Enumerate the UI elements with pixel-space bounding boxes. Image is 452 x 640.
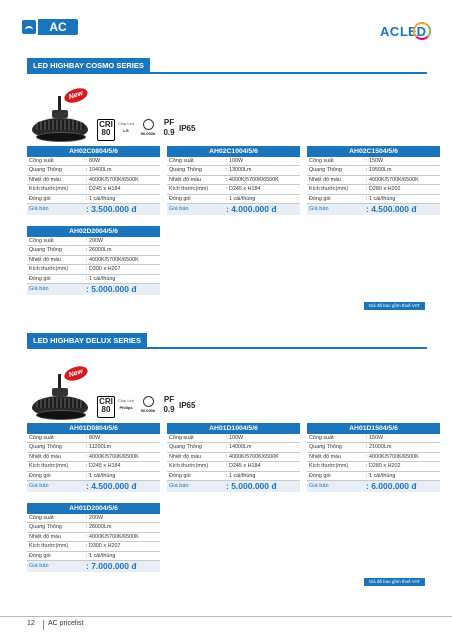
pack-row: Đóng gói : 1 cái/thùng — [27, 472, 160, 481]
power-row: Công suất : 200W — [27, 237, 160, 246]
size-row: Kích thước(mm) : D245 x H184 — [27, 185, 160, 194]
cct-row: Nhiệt độ màu : 4000K/5700K/6500K — [167, 176, 300, 185]
price-row: Giá bán : 3.500.000 đ — [27, 204, 160, 215]
product-code: AH02D2004/5/6 — [27, 226, 160, 237]
acled-logo-ring-icon — [413, 22, 431, 40]
spec-icons — [97, 396, 203, 416]
vat-note: Giá đã bao gồm thuế VAT — [364, 578, 425, 586]
section-title: LED HIGHBAY DELUX SERIES — [27, 333, 147, 349]
flux-row: Quang Thông : 28000Lm — [27, 523, 160, 532]
pf-spec: PF 0.9 — [163, 118, 175, 137]
product-card — [27, 503, 160, 572]
power-row: Công suất : 100W — [167, 157, 300, 166]
footer-label: AC pricelist — [48, 620, 84, 627]
spec-icons — [97, 119, 203, 139]
product-card — [307, 423, 440, 492]
acled-logo-ac: AC — [380, 24, 400, 39]
product-code: AH01D2004/5/6 — [27, 503, 160, 514]
vat-note: Giá đã bao gồm thuế VAT — [364, 302, 425, 310]
flux-row: Quang Thông : 26000Lm — [27, 246, 160, 255]
section-title: LED HIGHBAY COSMO SERIES — [27, 58, 150, 74]
cct-row: Nhiệt độ màu : 4000K/5700K/6500K — [27, 176, 160, 185]
pack-row: Đóng gói : 1 cái/thùng — [27, 195, 160, 204]
ac-logo — [22, 20, 78, 34]
ip-spec: IP65 — [179, 401, 196, 410]
pack-row: Đóng gói : 1 cái/thùng — [27, 275, 160, 284]
product-code: AH01D0804/5/6 — [27, 423, 160, 434]
size-row: Kích thước(mm) : D300 x H207 — [27, 265, 160, 274]
clock-icon — [143, 396, 154, 407]
price-row: Giá bán : 7.000.000 đ — [27, 561, 160, 572]
pack-row: Đóng gói : 1 cái/thùng — [167, 472, 300, 481]
pack-row: Đóng gói : 1 cái/thùng — [167, 195, 300, 204]
size-row: Kích thước(mm) : D245 x H184 — [167, 462, 300, 471]
flux-row: Quang Thông : 11200Lm — [27, 443, 160, 452]
footer-separator — [43, 620, 44, 630]
price-row: Giá bán : 5.000.000 đ — [167, 481, 300, 492]
pack-row: Đóng gói : 1 cái/thùng — [27, 552, 160, 561]
power-row: Công suất : 200W — [27, 514, 160, 523]
cri-spec: CRI 80 — [97, 396, 115, 418]
price-row: Giá bán : 4.500.000 đ — [27, 481, 160, 492]
price-row: Giá bán : 5.000.000 đ — [27, 284, 160, 295]
product-card — [27, 423, 160, 492]
section-header-delux — [27, 331, 427, 349]
ip-spec: IP65 — [179, 124, 196, 133]
acled-logo — [380, 22, 434, 42]
pf-spec: PF 0.9 — [163, 395, 175, 414]
size-row: Kích thước(mm) : D245 x H184 — [27, 462, 160, 471]
footer-divider-line — [0, 616, 452, 617]
size-row: Kích thước(mm) : D245 x H184 — [167, 185, 300, 194]
product-card — [307, 146, 440, 215]
lifetime-spec: 50.000h — [137, 396, 159, 416]
power-row: Công suất : 80W — [27, 434, 160, 443]
power-row: Công suất : 80W — [27, 157, 160, 166]
flux-row: Quang Thông : 14000Lm — [167, 443, 300, 452]
acled-logo-led: LED — [400, 24, 426, 39]
flux-row: Quang Thông : 13000Lm — [167, 166, 300, 175]
power-row: Công suất : 150W — [307, 157, 440, 166]
size-row: Kích thước(mm) : D280 x H202 — [307, 462, 440, 471]
cct-row: Nhiệt độ màu : 4000K/5700K/6500K — [307, 176, 440, 185]
cct-row: Nhiệt độ màu : 4000K/5700K/6500K — [167, 453, 300, 462]
page-number: 12 — [27, 620, 35, 627]
product-card — [27, 146, 160, 215]
product-card — [27, 226, 160, 295]
cct-row: Nhiệt độ màu : 4000K/5700K/6500K — [307, 453, 440, 462]
price-row: Giá bán : 4.500.000 đ — [307, 204, 440, 215]
size-row: Kích thước(mm) : D300 x H207 — [27, 542, 160, 551]
product-code: AH02C1004/5/6 — [167, 146, 300, 157]
clock-icon — [143, 119, 154, 130]
price-row: Giá bán : 6.000.000 đ — [307, 481, 440, 492]
flux-row: Quang Thông : 21000Lm — [307, 443, 440, 452]
cct-row: Nhiệt độ màu : 4000K/5700K/6500K — [27, 533, 160, 542]
ac-logo-text: AC — [38, 19, 78, 35]
price-row: Giá bán : 4.000.000 đ — [167, 204, 300, 215]
size-row: Kích thước(mm) : D280 x H202 — [307, 185, 440, 194]
power-row: Công suất : 150W — [307, 434, 440, 443]
cct-row: Nhiệt độ màu : 4000K/5700K/6500K — [27, 453, 160, 462]
flux-row: Quang Thông : 19500Lm — [307, 166, 440, 175]
product-code: AH02C0804/5/6 — [27, 146, 160, 157]
chip-spec: Chip Led LG — [117, 121, 134, 133]
product-card — [167, 423, 300, 492]
flux-row: Quang Thông : 10400Lm — [27, 166, 160, 175]
chip-spec: Chip Led Philips — [117, 398, 134, 410]
cct-row: Nhiệt độ màu : 4000K/5700K/6500K — [27, 256, 160, 265]
product-card — [167, 146, 300, 215]
lifetime-spec: 50.000h — [137, 119, 159, 139]
new-badge: New — [63, 364, 90, 384]
section-header-cosmo — [27, 56, 427, 74]
new-badge: New — [63, 86, 90, 106]
cri-spec: CRI 80 — [97, 119, 115, 141]
product-code: AH02C1504/5/6 — [307, 146, 440, 157]
pack-row: Đóng gói : 1 cái/thùng — [307, 472, 440, 481]
product-code: AH01D1004/5/6 — [167, 423, 300, 434]
power-row: Công suất : 100W — [167, 434, 300, 443]
pack-row: Đóng gói : 1 cái/thùng — [307, 195, 440, 204]
product-code: AH01D1504/5/6 — [307, 423, 440, 434]
ac-logo-icon — [22, 20, 36, 34]
